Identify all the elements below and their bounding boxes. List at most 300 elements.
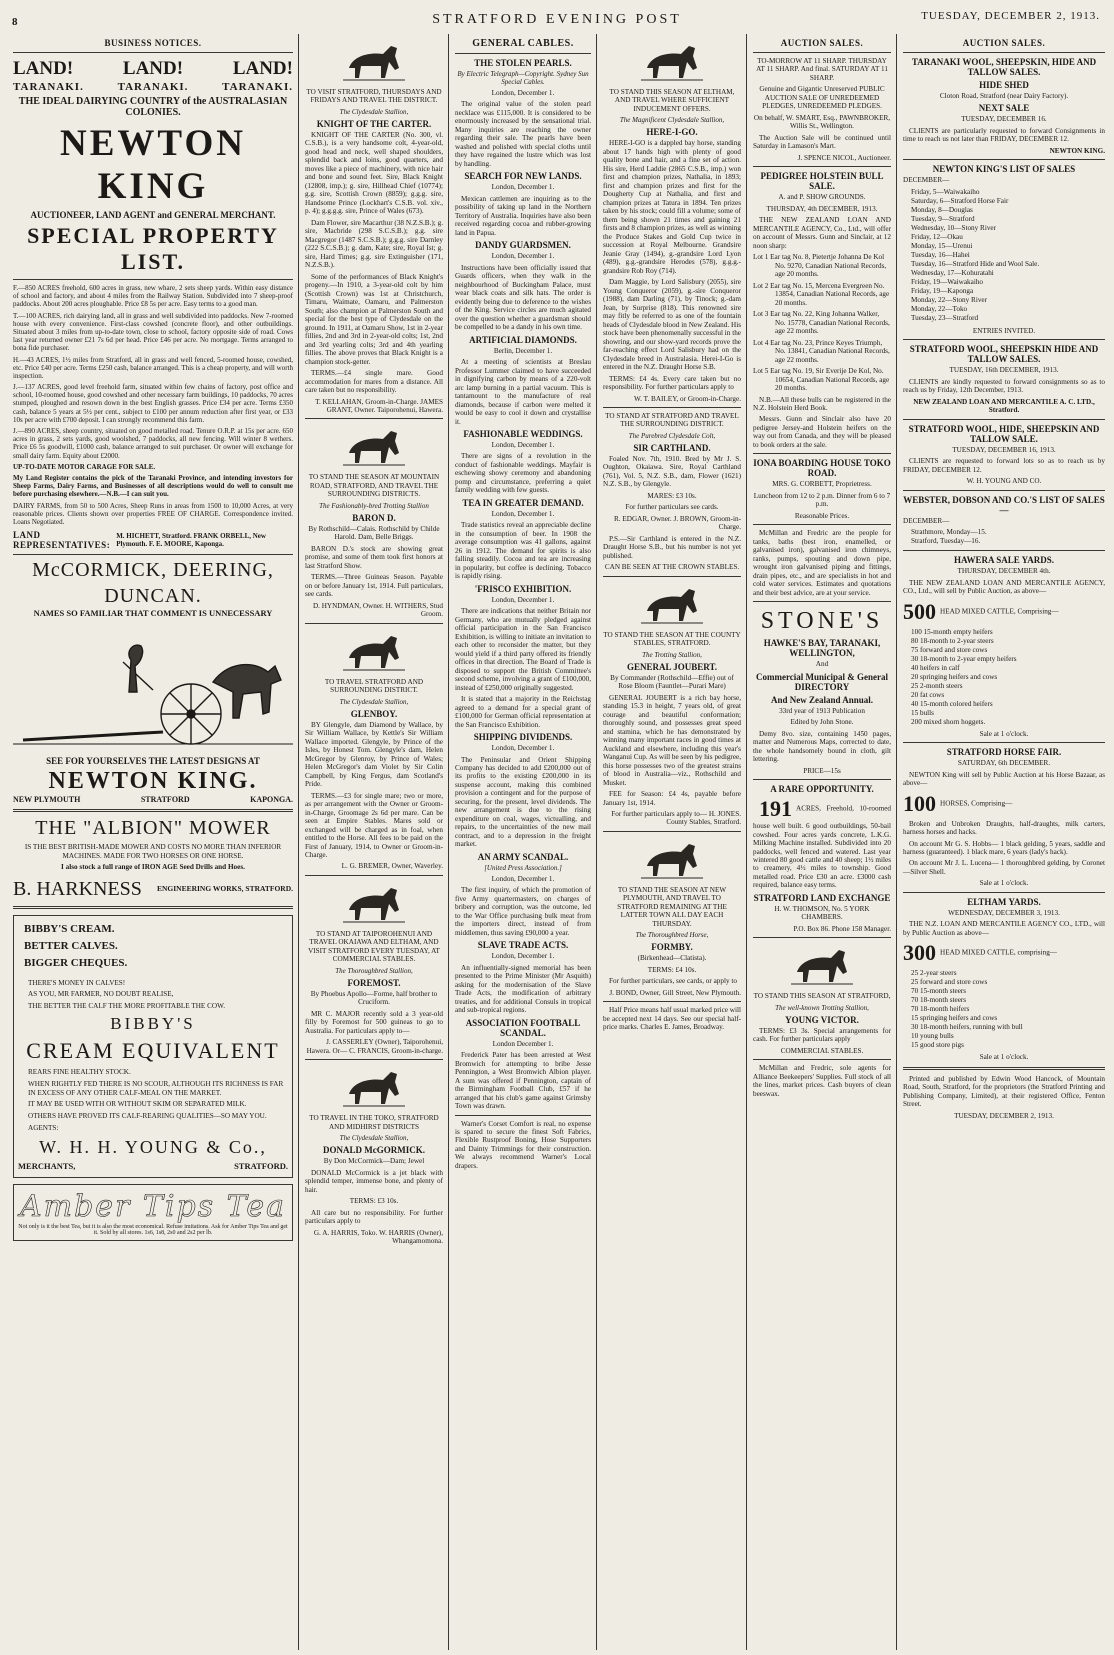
mccormick-headline: McCORMICK, DEERING, [32, 559, 274, 582]
sale-continued: The Auction Sale will be continued until Saturday in Lamason's Mart. [753, 133, 891, 151]
divider [903, 550, 1105, 551]
divider [305, 1059, 443, 1060]
hide-shed-location: Cloton Road, Stratford (near Dairy Factory). [939, 92, 1069, 100]
boarding-house-name: IONA BOARDING HOUSE TOKO ROAD. [753, 458, 891, 479]
annual-title: And New Zealand Annual. [770, 694, 874, 705]
column-rule [896, 34, 897, 1650]
horse-illustration [637, 836, 707, 882]
news-heading: SLAVE TRADE ACTS. [477, 940, 569, 951]
lot-item: Lot 2 Ear tag No. 15, Mercena Evergreen No. 13854, Canadian National Records, age 20 months. [753, 281, 890, 307]
head-count: 100 [903, 790, 936, 816]
news-dateline: London, December 1. [491, 595, 555, 604]
rare-body [753, 796, 891, 890]
rears-stock: REARS FINE HEALTHY STOCK. [28, 1068, 131, 1077]
news-dateline: London, December 1. [491, 952, 555, 961]
news-agency: By Electric Telegraph—Copyright. Sydney Sun Special Cables. [457, 70, 589, 86]
farm-listing: J.—890 ACRES, sheep country, situated on good metalled road. Tenure O.R.P. at 15s per acre. 650 acres in grass, 2 sets yards, good woolshed, 7 paddocks, all new fencing. Will winter 8 wethers. Price £6 5s goodwill, £1000 cash, balance arranged to suit purchaser. Or owner will exchange for small dairy farm. Equity about £2000. [13, 427, 293, 460]
sale-body: THE N.Z. LOAN AND MERCANTILE AGENCY CO., LTD., will by Public Auction as above— [903, 920, 1105, 937]
stallion-intro: The Thoroughbred Horse, [635, 931, 709, 940]
stallion-dam: Dam Flower, sire Macarthur (38 N.Z.S.B.); g. sire, Macbride (298 S.C.S.B.); g.g. sire Macgregor (1487 S.C.S.B.); g.g.g. sire Darnley (222 S.C.S.B.); g. dam, Kate; sire, Royal Ist; g. sire, Hard Times; g.g. sire Extinguisher (171, N.Z.S.B.). [305, 218, 443, 270]
stallion-name: GENERAL JOUBERT. [626, 661, 718, 672]
masthead [8, 6, 1106, 30]
divider [13, 809, 293, 812]
cattle-item: 15 springing heifers and cows [911, 1014, 998, 1023]
divider [603, 1001, 741, 1002]
harkness-line [13, 878, 293, 901]
head-count: 500 [903, 598, 936, 624]
stallion-terms: TERMS: £3 10s. [349, 1197, 399, 1206]
sale-list-item: Friday, 12—Okau [911, 232, 963, 241]
imprint: Printed and published by Edwin Wood Hancock, of Mountain Road, South, Stratford, for the proprietors (the Stratford Printing and Publishing Company, Limited), at their registered Office, Fenton Street. [903, 1074, 1105, 1109]
head-description: HORSES, Comprising— [940, 799, 1013, 808]
sale-behalf: On behalf, W. SMART, Esq., PAWNBROKER, Willis St., Wellington. [753, 113, 891, 131]
land-word: LAND! [232, 58, 293, 79]
sale-heading: A RARE OPPORTUNITY. [770, 784, 874, 795]
head-count-line [903, 599, 1105, 625]
divider [305, 875, 443, 876]
stallion-note: For further particulars see cards. [625, 503, 719, 512]
horse-illustration [637, 581, 707, 627]
section-heading: AUCTION SALES. [962, 38, 1046, 48]
ad-intro: TO VISIT STRATFORD, THURSDAYS AND FRIDAYS AND TRAVEL THE DISTRICT. [306, 88, 442, 105]
dairy-farms: DAIRY FARMS, from 50 to 500 Acres, Sheep Runs in areas from 1500 to 10,000 Acres, at very reasonable prices. Clients shown over properties FREE OF CHARGE. Correspondence invited. Loans Negotiated. [13, 501, 293, 526]
news-body: The Peninsular and Orient Shipping Company has decided to add £200,000 out of its profits to the existing £200,000 in its suspense account, making this combined provision a contingent and for the purpose of securing, for the present, level dividends. The new arrangement is due to the rising expenditure on coal, wages, victualling, and repairs, to the uncertainties of the new mail contract, and to a depression in the freight market. [455, 755, 591, 849]
stallion-note: CAN BE SEEN AT THE CROWN STABLES. [604, 563, 740, 572]
divider [13, 906, 293, 909]
news-body: There are signs of a revolution in the conduct of fashionable weddings. Mayfair is eschewing showy ceremony and abandoning pomp and circumstance, preferring a quiet family wedding with few guests. [455, 452, 591, 495]
news-heading: SHIPPING DIVIDENDS. [473, 732, 573, 743]
hide-shed: HIDE SHED [979, 80, 1029, 90]
proprietress: MRS. G. CORBETT, Proprietress. [772, 480, 872, 489]
rare-text: ACRES, Freehold, 10-roomed house well built. 6 good outbuildings, 50-bail cowshed. Four acres yards concrete, L.K.G. Milking Machine installed. Subdivided into 20 paddocks, well fenced and watered. Last year wintered 80 good cattle and 40 sheep; 1½ miles to creamery, 4½ miles to township. Good metalled road. Price £30 an acre. £3000 cash required, balance easy terms. [753, 804, 891, 890]
sale-date: THURSDAY, DECEMBER 4th. [957, 567, 1051, 576]
stallion-body: DONALD McCormick is a jet black with splendid temper, immense bone, and plenty of hair. [305, 1168, 443, 1194]
divider [903, 339, 1105, 340]
news-heading: DANDY GUARDSMEN. [475, 240, 571, 251]
news-body: It is stated that a majority in the Reichstag agreed to a demand for a special grant of £100,000 for German official representation at the San Francisco Exhibition. [455, 695, 591, 729]
sale-date: TUESDAY, DECEMBER 16. [961, 115, 1047, 124]
towns-line [13, 795, 293, 804]
ad-intro: TO STAND THE SEASON AT MOUNTAIN ROAD, STRATFORD, AND TRAVEL THE SURROUNDING DISTRICTS. [308, 473, 440, 499]
head-description: HEAD MIXED CATTLE, Comprising— [940, 607, 1059, 616]
page-number: 8 [12, 16, 18, 28]
divider [903, 892, 1105, 893]
sale-list-item: Tuesday, 16—Stratford Hide and Wool Sale. [911, 259, 1040, 268]
month-label: DECEMBER— [903, 176, 950, 185]
stallion-terms: TERMS.—£4 single mare. Good accommodation for mares from a distance. All care taken but no responsibility. [305, 369, 443, 395]
stallion-intro: The Thoroughbred Stallion, [335, 966, 413, 975]
horse-illustration [339, 880, 409, 926]
cattle-item: 25 2-month steers [911, 681, 963, 690]
reps-label: LAND REPRESENTATIVES: [13, 530, 111, 551]
ad-intro: TO STAND THIS SEASON AT ELTHAM, AND TRAVEL WHERE SUFFICIENT INDUCEMENT OFFERS. [609, 88, 735, 113]
newton-king-headline-2: NEWTON KING. [48, 768, 258, 795]
sale-list-item: Wednesday, 10—Stony River [911, 223, 996, 232]
land-word: LAND! [122, 58, 184, 79]
stallion-name: FORMBY. [651, 942, 693, 953]
divider [305, 418, 443, 419]
land-headline [13, 58, 293, 80]
cream-equivalent: CREAM EQUIVALENT [26, 1038, 280, 1064]
sale-list-item: Friday, 19—Kaponga [911, 286, 974, 295]
column-auction-sales-1 [748, 34, 896, 1650]
stallion-pedigree: By Phoebus Apollo—Forme, half brother to Cruciform. [310, 989, 438, 1007]
company-name: NEW ZEALAND LOAN AND MERCANTILE A. C. LTD., Stratford. [913, 397, 1095, 415]
cattle-item: 40 15-month colored heifers [911, 699, 993, 708]
albion-text: IS THE BEST BRITISH-MADE MOWER AND COSTS NO MORE THAN INFERIOR MACHINES. MADE FOR TWO HORSES OR ONE HORSE. [24, 843, 282, 860]
sale-heading: STRATFORD HORSE FAIR. [946, 747, 1062, 758]
divider [903, 490, 1105, 491]
head-count-line [903, 940, 1105, 966]
sale-list-item: Monday, 22—Stony River [911, 295, 987, 304]
news-dateline: London, December 1. [491, 183, 555, 192]
sale-heading: TARANAKI WOOL, SHEEPSKIN, HIDE AND TALLOW SALES. [911, 57, 1097, 77]
see-yourselves: SEE FOR YOURSELVES THE LATEST DESIGNS AT [46, 756, 260, 767]
land-exchange-agent: H. W. THOMSON, No. 5 YORK CHAMBERS. [774, 904, 870, 922]
section-heading: BUSINESS NOTICES. [104, 38, 202, 48]
meal-times: Luncheon from 12 to 2 p.m. Dinner from 6 to 7 p.m. [753, 491, 891, 509]
stallion-note: For further particulars, see cards, or apply to [609, 977, 737, 986]
stallion-terms: FEE for Season: £4 4s, payable before January 1st, 1914. [603, 790, 741, 807]
divider [13, 554, 293, 555]
farm-listing: F.—850 ACRES freehold, 600 acres in grass, new whare, 2 sets sheep yards. Within easy distance of school and factory, and about 4 miles from the Railway Station. Subdivided into 7 sheep-proof paddocks. About 200 acres ploughable. Price £8 5s per acre. Easy terms to a good man. [13, 284, 293, 309]
cattle-item: 75 forward and store cows [911, 645, 988, 654]
stallion-pedigree: By Don McCormick—Dam; Jewel [323, 1157, 425, 1166]
sale-date: TUESDAY, 16th DECEMBER, 1913. [949, 366, 1059, 375]
news-heading: TEA IN GREATER DEMAND. [462, 497, 584, 508]
stallion-pedigree: By Rothschild—Calais. Rothschild by Childe Harold. Dam, Belle Briggs. [308, 524, 440, 542]
sale-heading: STRATFORD WOOL, HIDE, SHEEPSKIN AND TALLOW SALE. [908, 423, 1100, 444]
mr-farmer: AS YOU, MR FARMER, NO DOUBT REALISE, [28, 990, 174, 999]
sale-heading: HAWERA SALE YARDS. [953, 555, 1055, 566]
stallion-name: KNIGHT OF THE CARTER. [316, 118, 432, 129]
motor-car-sale: UP-TO-DATE MOTOR CARAGE FOR SALE. [13, 462, 156, 471]
column-stallions-2 [598, 34, 746, 1650]
divider [903, 159, 1105, 160]
bibby-line: BIGGER CHEQUES. [24, 956, 128, 969]
amber-tips-foot: Not only is it the best Tea, but it is also the most economical. Refuse imitations. Ask for Amber Tips Tea and get it. Sold by all stores. 1s6, 1s8, 2s0 and 2s2 per lb. [18, 1224, 288, 1237]
column-auction-sales-2 [898, 34, 1110, 1650]
stallion-terms: MARES: £3 10s. [647, 491, 697, 500]
taranaki-line [13, 81, 293, 93]
land-representatives [13, 530, 293, 550]
sale-list-item: Friday, 5—Waiwakaiho [911, 187, 980, 196]
section-heading: AUCTION SALES. [780, 38, 864, 48]
stallion-name: BARON D. [352, 512, 396, 523]
section-heading: GENERAL CABLES. [472, 38, 574, 49]
stallion-name: YOUNG VICTOR. [785, 1014, 859, 1025]
divider [753, 1059, 891, 1060]
editor: Edited by John Stone. [790, 718, 854, 727]
lot-item: Lot 4 Ear tag No. 23, Prince Keyes Triumph, No. 13841, Canadian National Records, age 22 months. [753, 338, 890, 364]
news-body: Frederick Pater has been arrested at West Bromwich for attempting to bribe Jesse Pennington, a West Bromwich Albion player. A sum was offered if Pennington, captain of the Birmingham Football Club, £57 if he arranged that his club's game against Grimsby Town was drawn. [455, 1051, 591, 1111]
when-fed: WHEN RIGHTLY FED THERE IS NO SCOUR, ALTHOUGH ITS RICHNESS IS FAR IN EXCESS OF ANY OTHER CALF-MEAL ON THE MARKET. [28, 1080, 284, 1097]
news-dateline: London, December 1. [491, 744, 555, 753]
sale-date: THURSDAY, 4th DECEMBER, 1913. [766, 204, 878, 213]
directory-price: PRICE—15s [803, 766, 841, 775]
amber-tips-advert [13, 1184, 293, 1241]
may-be-used: IT MAY BE USED WITH OR WITHOUT SKIM OR SEPARATED MILK. [28, 1100, 247, 1109]
clients-note: CLIENTS are particularly requested to forward Consignments in time to reach us not later than FRIDAY, DECEMBER 12. [903, 126, 1105, 144]
town-name: STRATFORD [140, 795, 190, 805]
stallion-owner: J. BOND, Owner, Gill Street, New Plymouth. [609, 988, 741, 997]
harkness-sub: ENGINEERING WORKS, STRATFORD. [157, 883, 293, 893]
horse-illustration [339, 628, 409, 674]
entries-invited: ENTRIES INVITED. [972, 326, 1036, 335]
others-proved: OTHERS HAVE PROVED ITS CALF-REARING QUALITIES—SO MAY YOU. [28, 1112, 267, 1120]
auctioneer-signature: NEWTON KING. [1049, 146, 1105, 155]
stallion-pedigree: (Birkenhead—Clatista). [637, 954, 707, 963]
sale-time: Sale at 1 o'clock. [979, 1053, 1029, 1062]
stallion-body: GENERAL JOUBERT is a rich bay horse, standing 15.3 in height, 7 years old, of great courage and beautiful conformation; thoroughly sound, and possesses great speed and stamina, which he has demonstrated by winning many important races in good times at Auckland and elsewhere, including this year's Wanganui Cup. As will be seen by his pedigree, this horse possesses two of the greatest strains of blood in Australia—viz., Rothschild and Musket. [603, 693, 741, 787]
divider [13, 52, 293, 53]
sale-body: NEWTON King will sell by Public Auction at his Horse Bazaar, as above— [903, 770, 1105, 788]
news-dateline: Berlin, December 1. [493, 346, 553, 355]
sale-times: TO-MORROW AT 11 SHARP. THURSDAY AT 11 SHARP. And final. SATURDAY AT 11 SHARP. [756, 57, 888, 82]
sale-list-item: Tuesday, 16—Hahei [911, 250, 970, 259]
news-body: The original value of the stolen pearl necklace was £115,000. It is considered to be enormously increased by the sensational trial. Many inquiries are reaching the owner regarding their sale. The pearls have been washed and polished with special cloths until they have regained the lustre which was lost by handling. [455, 100, 591, 168]
cattle-item: 80 18-month to 2-year steers [911, 636, 994, 645]
divider [455, 53, 591, 54]
head-description: HEAD MIXED CATTLE, comprising— [940, 949, 1057, 958]
stallion-intro: The Clydesdale Stallion, [339, 107, 409, 116]
news-body: Mexican cattlemen are inquiring as to the possibility of taking up land in the Northern Territory of Australia. Inquiries have also been received regarding cocoa and rubber-growing land in Papua. [455, 194, 591, 237]
stallion-owner: W. T. BAILEY, or Groom-in-Charge. [634, 394, 741, 403]
sale-body: THE NEW ZEALAND LOAN AND MERCANTILE AGENCY, Co., Ltd., will offer on account of Messrs. Gunn and Sinclair, at 12 noon sharp: [753, 216, 891, 250]
sale-heading: ELTHAM YARDS. [967, 896, 1041, 907]
newspaper-title: STRATFORD EVENING POST [432, 12, 682, 27]
column-rule [746, 34, 747, 1650]
lot-item: Lot 5 Ear tag No. 19, Sir Everije De Kol, No. 10654, Canadian National Records, age 20 months. [753, 367, 890, 393]
stallion-body: KNIGHT OF THE CARTER (No. 300, vl. C.S.B.), is a very handsome colt, 4-year-old, good head and neck, well shaped shoulders, splendid back and loins, good quarters, and moves like a piece of machinery, with nice hair and bone and sound feet. Sire, Black Knight (12808, imp.); g. sire, Hillhead Chief (10774); g.g. sire, Scottish Crown (8859); g.g.g. sire, Handsome Prince (Lockhart's C.S.B. vol. xiv., p. 4); g.g.g.g. sire, Prince of Wales (673). [305, 130, 443, 216]
stallion-note: P.S.—Sir Carthland is entered in the N.Z. Draught Horse S.B., but his number is not yet published. [603, 534, 741, 560]
divider [603, 831, 741, 832]
bibbys-headline: BIBBY'S [110, 1014, 196, 1034]
corset-advert: Warner's Corset Comfort is real, no expense is spared to secure the finest Soft Fabrics, Flexible Rustproof Boning, Hose Supporters and Dainty Trimmings for their construction. We always recommend Warner's Local drapers. [455, 1119, 591, 1170]
sale-date: TUESDAY, DECEMBER 16, 1913. [952, 445, 1056, 454]
column-rule [298, 34, 299, 1650]
divider [903, 52, 1105, 53]
sale-list-item: Monday, 22—Toko [911, 304, 968, 313]
stallion-terms: TERMS: £4 4s. Every care taken but no responsibility. For further particulars apply to [603, 374, 741, 392]
ad-intro: TO TRAVEL STRATFORD AND SURROUNDING DISTRICT. [324, 677, 424, 695]
imprint-date: TUESDAY, DECEMBER 2, 1913. [954, 1111, 1054, 1120]
stallion-owner: D. HYNDMAN, Owner. H. WITHERS, Stud Groom. [312, 601, 443, 619]
farm-listing: J.—137 ACRES, good level freehold farm, situated within few chains of factory, post office and school, 10-roomed house, good cowshed and other necessary farm buildings, 10 paddocks, 70 acres stumped, ploughed and resown down in the best English grasses. Price £34 per acre. Terms £350 cash, balance 5 years at 5½ per cent., subject to £100 per annum reduction after first year, or £33 10s per acre with £700 deposit. I can strongly recommend this farm. [13, 383, 293, 424]
cattle-item: 70 15-month steers [911, 987, 967, 996]
stallion-body: BARON D.'s stock are showing great promise, and some of them took first honors at last Stratford Show. [305, 544, 443, 570]
divider [903, 419, 1105, 420]
stallion-pedigree: Foaled Nov. 7th, 1910. Bred by Mr J. S. Oughton, Okaiawa. Sire, Royal Carthland (761), Vol. 5, N.Z. S.B., dam, Flower (1621) N.Z. S.B., by Glengyle. [603, 454, 741, 489]
horse-account: On account Mr J. L. Lucena— 1 thoroughbred gelding, by Coronet—Silver Shell. [903, 859, 1105, 876]
sale-list-item: Strathmore, Monday—15. [911, 528, 987, 537]
column-business-notices [8, 34, 298, 1650]
sale-time: Sale at 1 o'clock. [979, 729, 1029, 738]
news-dateline: London, December 1. [491, 440, 555, 449]
stallion-intro: The Magnificent Clydesdale Stallion, [619, 116, 725, 125]
cattle-item: 15 bulls [911, 708, 934, 717]
news-body: An influentially-signed memorial has been presented to the Prime Minister (Mr Asquith) asking for the modernisation of the Slave Trade Acts, the modification of arbitrary treaties, and for additional Consuls in tropical and sub-tropical regions. [455, 963, 591, 1015]
sale-venue: A. and P. SHOW GROUNDS. [778, 193, 866, 202]
sale-list-heading: WEBSTER, DOBSON AND CO.'S LIST OF SALES— [903, 494, 1105, 515]
stones-places: HAWKE'S BAY, TARANAKI, WELLINGTON, [763, 638, 881, 659]
acres-number: 191 [759, 796, 792, 822]
albion-mower-headline: THE "ALBION" MOWER [35, 817, 271, 840]
stallion-terms: TERMS: £3 3s. Special arrangements for cash. For further particulars apply [753, 1026, 891, 1044]
sale-heading: PEDIGREE HOLSTEIN BULL SALE. [760, 171, 884, 192]
stallion-terms: TERMS.—Three Guineas Season. Payable on or before January 1st, 1914. Full particulars, see cards. [305, 573, 443, 599]
lot-item: Lot 1 Ear tag No. 8, Pietertje Johanna De Kol No. 9270, Canadian National Records, age 20 months. [753, 253, 887, 279]
stallion-body: HERE-I-GO is a dappled bay horse, standing about 17 hands high with plenty of good quality bone and hair, and a fine set of action. His sire, Herd Laddie (2865 C.S.B., imp.) won first and champion prizes, Nathalia, in 1893; first and champion prizes and first for the Dougherty Cup at Nathalia, and first and champion prizes at Tatura in 1894. Ten prizes taken by his stock; could fill a volume; some of them being shown 21 times and gaining 21 firsts and 8 champion prizes, as well as winning the Produce Stakes and Gold Cup twice in succession at Royal Melbourne. Grandsire Jeanie Gray (1494), g.-grandsire Lord Lyon (489), g.g.-grandsire Herodes (578), g.g.g.-grandsire Rob Roy (714). [603, 139, 741, 275]
horse-items: Broken and Unbroken Draughts, half-draughts, milk carters, harness horses and hacks. [903, 819, 1105, 837]
money-in-calves: THERE'S MONEY IN CALVES! [28, 978, 126, 987]
stallion-terms: TERMS: £4 10s. [647, 965, 697, 974]
sale-list-item: Wednesday, 17—Kohuratahi [911, 268, 994, 277]
mcmillan-advert: McMillan and Fredric are the people for tanks, baths (best iron, enamelled, or galvanised iron), galvanised iron chimneys, ranks, pumps, spouting and down pipe, wrought iron galvanised piping and fittings, drain pipes, etc., and are specialists in hot and cold water services. Estimates and quotations and their best advice, are at your service. [753, 529, 891, 597]
sale-list-item: Monday, 8—Douglas [911, 205, 973, 214]
cattle-item: 10 young bulls [911, 1032, 954, 1041]
stallion-owner: T. KELLAHAN, Groom-in-Charge. JAMES GRANT, Owner. Taiporohenui, Hawera. [315, 397, 443, 414]
stones-headline: STONE'S [760, 608, 884, 635]
ad-intro: TO TRAVEL IN THE TOKO, STRATFORD AND MIDHIRST DISTRICTS [309, 1114, 439, 1131]
cattle-item: 100 15-month empty heifers [911, 627, 993, 636]
news-heading: ASSOCIATION FOOTBALL SCANDAL. [465, 1017, 581, 1038]
head-count: 300 [903, 940, 936, 966]
issue-year: 33rd year of 1913 Publication [779, 706, 865, 715]
harkness-name: B. HARKNESS [13, 877, 142, 900]
month-label: DECEMBER— [903, 516, 950, 525]
stallion-name: FOREMOST. [347, 977, 401, 988]
column-rule [448, 34, 449, 1650]
cattle-item: 20 fat cows [911, 690, 945, 699]
stallion-owner: G. A. HARRIS, Toko. W. HARRIS (Owner), Whangamomona. [313, 1228, 443, 1246]
news-heading: ARTIFICIAL DIAMONDS. [469, 334, 577, 345]
and-word: And [815, 660, 829, 669]
divider [903, 742, 1105, 743]
horse-illustration [637, 38, 707, 84]
sale-list-item: Saturday, 6—Stratford Horse Fair [911, 196, 1009, 205]
stallion-dam: Dam Maggie, by Lord Salisbury (2055), sire Young Conqueror (2059), g.-sire Conqueror (1988), dam Darling (71), by Tinock; g.-dam Jean, by Surprise (818). This renowned sire may fitly be referred to as one of the fountain heads of Clydesdale blood in New Zealand. His stock have been phenomenally successful in the showring, and our show-yard records prove the far-reaching effect Lord Salisbury had on the Clydesdale breed in Australasia. Herei-I-Go is entered in the N.Z. Draught Horse S.B. [603, 278, 741, 372]
farm-listing: H.—43 ACRES, 1½ miles from Stratford, all in grass and well fenced, 5-roomed house, cowshed, etc. Price £40 per acre. Terms £250 cash, balance arranged. This is a cheap property, and will worth inspection. [13, 355, 293, 380]
stallion-owner: J. CASSERLEY (Owner), Taiporohenui, Hawera. Or— C. FRANCIS, Groom-in-charge. [306, 1038, 443, 1055]
divider [753, 779, 891, 780]
divider [753, 601, 891, 602]
column-general-cables [450, 34, 596, 1650]
news-dateline: London, December 1. [491, 509, 555, 518]
land-exchange-name: STRATFORD LAND EXCHANGE [753, 892, 891, 903]
cattle-item: 40 heifers in calf [911, 663, 960, 672]
stallion-name: GLENBOY. [350, 708, 398, 719]
next-sale: NEXT SALE [978, 103, 1030, 114]
mcmillan-advert-2: McMillan and Fredric, sole agents for Alliance Beekeepers' Supplies. Full stock of all the lines, market prices. Cash buyers of clean beeswax. [753, 1064, 891, 1098]
company-name: W. H. YOUNG AND CO. [966, 477, 1042, 486]
divider [603, 407, 741, 408]
cattle-item: 200 mixed shorn hoggets. [911, 717, 986, 726]
horse-illustration [339, 423, 409, 469]
bibby-line: BETTER CALVES. [24, 939, 118, 952]
news-dateline: London, December 1. [491, 252, 555, 261]
cattle-item: 15 good store pigs [911, 1041, 964, 1050]
bibbys-advert [13, 915, 293, 1179]
head-count-line [903, 791, 1105, 817]
land-register: My Land Register contains the pick of the Taranaki Province, and intending investors for Sheep Farms, Dairy Farms, and Businesses of all descriptions would do well to consult me before purchasing elsewhere.—N.B.—I can suit you. [13, 473, 293, 499]
ad-intro: TO STAND AT STRATFORD AND TRAVEL THE SURROUNDING DISTRICT. [605, 411, 739, 429]
sale-date: WEDNESDAY, DECEMBER 3, 1913. [948, 908, 1060, 917]
divider [753, 52, 891, 53]
prices-note: Reasonable Prices. [794, 511, 850, 520]
divider [753, 937, 891, 938]
sale-list-heading: NEWTON KING'S LIST OF SALES [932, 164, 1076, 175]
sale-list-item: Monday, 15—Urenui [911, 241, 973, 250]
names-familiar: NAMES SO FAMILIAR THAT COMMENT IS UNNECESSARY [33, 608, 273, 619]
ad-intro: TO STAND THIS SEASON AT STRATFORD, [753, 992, 891, 1001]
cattle-item: 25 2-year steers [911, 969, 957, 978]
horse-account: On account Mr G. S. Hobbs— 1 black gelding, 5 years, saddle and harness (guaranteed). 1 black mare, 6 years (lady's hack). [903, 839, 1105, 856]
ad-intro: TO STAND THE SEASON AT NEW PLYMOUTH, AND TRAVEL TO STRATFORD REMAINING AT THE LATTER TOWN ALL DAY EACH THURSDAY. [617, 885, 727, 928]
land-word: LAND! [13, 58, 74, 79]
column-rule [596, 34, 597, 1650]
column-stallions-1 [300, 34, 448, 1650]
divider [603, 576, 741, 577]
stallion-performance: Some of the performances of Black Knight's progeny.—In 1910, a 3-year-old colt by him (Scottish Crown) was 1st at Christchurch, Timaru, Waimate, Oamaru, and Palmerston South; also champion at Palmerston South and special for the best type of Clydesdale on the ground. In 1911, at Oamaru Show, 1st in 2-year fillies, 2nd and 3rd in 2-year-old colts; 1st, 2nd and 3rd yearling colts; 3rd and 4th yearling fillies. The above proves that Black Knight is a champion stock-getter. [305, 272, 443, 366]
cattle-item: 30 18-month heifers, running with bull [911, 1023, 1023, 1032]
land-exchange-contact: P.O. Box 86. Phone 158 Manager. [793, 924, 891, 933]
cattle-item: 20 springing heifers and cows [911, 672, 998, 681]
reps-names: M. HICHETT, Stratford. FRANK ORBELL, New Plymouth. F. E. MOORE, Kaponga. [116, 531, 266, 549]
stallion-intro: The Clydesdale Stallion, [339, 1134, 409, 1143]
news-heading: FASHIONABLE WEDDINGS. [463, 428, 583, 439]
stallion-intro: The well-known Trotting Stallion, [775, 1003, 869, 1012]
auctioneer-name: J. SPENCE NICOL, Auctioneer. [797, 153, 891, 162]
special-property-list: SPECIAL PROPERTY LIST. [27, 223, 279, 274]
news-heading: AN ARMY SCANDAL. [477, 851, 569, 862]
divider [753, 166, 891, 167]
stallion-owner: For further particulars apply to— H. JONES. County Stables, Stratford. [611, 810, 741, 827]
agents-label: AGENTS: [28, 1123, 59, 1132]
news-heading: THE STOLEN PEARLS. [474, 58, 572, 68]
sale-date: SATURDAY, 6th DECEMBER. [957, 759, 1051, 768]
news-heading: 'FRISCO EXHIBITION. [474, 583, 572, 594]
stallion-owner: L. G. BREMER, Owner, Waverley. [341, 862, 443, 871]
news-body: Instructions have been officially issued that Guards officers, when they walk in the neighbourhood of Buckingham Palace, must wear black coats and silk hats. The order is evidently being due to deference to the wishes of the King. Service circles are much agitated over the question whether a guardsman should be compelled to be a dandy in his own time. [455, 263, 591, 332]
stallion-intro: The Clydesdale Stallion, [339, 697, 409, 706]
cattle-item: 70 18-month steers [911, 996, 967, 1005]
sale-time: Sale at 1 o'clock. [979, 879, 1029, 888]
news-body: There are indications that neither Britain nor Germany, who are mutually pledged against official participation in the San Francisco Exhibition, is willing to initiate an invitation to each other to reconsider the matter, but they would yield if a third party offered its friendly offices in that direction. The Board of Trade is disposed to support the British Committee's second scheme, involving a grant of £100,000, instead of £250,000 originally suggested. [455, 607, 591, 692]
ad-intro: TO STAND THE SEASON AT THE COUNTY STABLES, STRATFORD. [603, 630, 741, 648]
stallion-body: MR C. MAJOR recently sold a 3 year-old filly by Foremost for 500 guineas to go to Australia. For particulars apply to— [305, 1009, 443, 1035]
news-heading: SEARCH FOR NEW LANDS. [464, 171, 582, 182]
horse-illustration [339, 38, 409, 84]
sale-list-item: Tuesday, 23—Stratford [911, 313, 979, 322]
issue-date: TUESDAY, DECEMBER 2, 1913. [921, 10, 1100, 22]
stallion-body: BY Glengyle, dam Diamond by Wallace, by Sir William Wallace, by Kettle's Sir William Wallace imported. Glengyle, by Prince of the Isles, by Honest Tom. Glengyle's dam, Helen McGregor by Glenroy, by Prince of Wales; Helen McGregor's dam Violet by Sir Colin Campbell, by King Fergus, dam Scotland's Pride. [305, 720, 443, 789]
divider [903, 1067, 1105, 1070]
directory-title: Commercial Municipal & General DIRECTORY [755, 671, 889, 692]
stallion-name: HERE-I-GO. [646, 127, 698, 138]
amber-tips-logo: Amber Tips Tea [19, 1189, 286, 1225]
news-body: The first inquiry, of which the promotion of five Army quartermasters, on charges of bribery and corruption, was the outcome, led to the War Office purchasing bulk meat from the importers direct, instead of from middlemen, thus saving £90,000 a year. [455, 886, 591, 937]
news-body: At a meeting of scientists at Breslau Professor Lummer claimed to have succeeded in dignifying carbon by means of a 220-volt arc lamp burning in a partial vacuum. This is tantamount to the manufacture of real diamonds, because if carbon were melted it would be easy to cool it down and crystallise it. [455, 358, 591, 426]
stallion-stables: COMMERCIAL STABLES. [780, 1046, 864, 1055]
cattle-item: 25 forward and store cows [911, 978, 988, 987]
taranaki-word: TARANAKI. [117, 81, 189, 93]
farm-listing: T.—100 ACRES, rich dairying land, all in grass and well subdivided into paddocks. New 7-roomed house with every convenience. First-class cowshed (concrete floor), and other outbuildings. Situated about 3 miles from up-to-date town, close to school, factory opposite side of road. Cows last year returned owner £21 7s 6d per head. Price £46 per acre. No mortgage. Terms arranged to bona fide purchaser. [13, 311, 293, 353]
better-calf: THE BETTER THE CALF THE MORE PROFITABLE THE COW. [28, 1001, 226, 1010]
stallion-intro: The Purebred Clydesdale Colt, [628, 431, 716, 440]
sale-note: Messrs. Gunn and Sinclair also have 20 pedigree Jersey-and Holstein heifers on the way out from Canada, and they will be pleased to book orders at the sale. [753, 415, 891, 449]
town-name: NEW PLYMOUTH [13, 795, 81, 805]
